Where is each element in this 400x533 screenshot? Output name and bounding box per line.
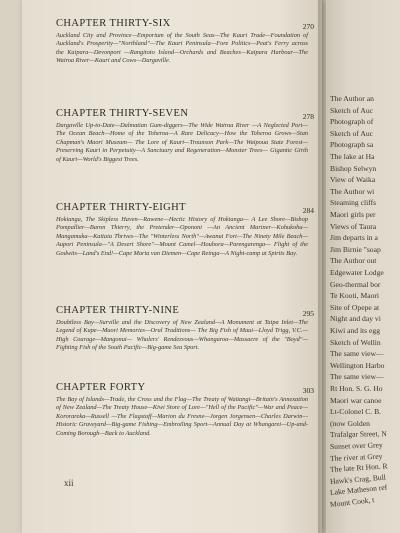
chapter-39 [56,305,314,353]
illustration-entry: Trafalgar Street, N [329,429,387,440]
chapter-header [56,305,314,319]
illustration-entry: Steaming cliffs [330,198,377,208]
illustration-entry: Mount Cook, t [329,495,375,509]
chapter-title: CHAPTER THIRTY-NINE [56,305,180,316]
illustration-entry: Bishop Selwyn [330,163,377,173]
illustration-entry: The river at Grey [329,451,383,463]
illustration-entry: Maori war canoe [330,395,382,405]
illustration-entry: Sketch of Wellin [330,337,381,347]
chapter-40 [56,382,314,438]
illustration-entry: Photograph sa [330,140,374,150]
page-folio: xii [64,478,74,488]
illustration-entry: Night and day vi [330,314,381,324]
illustration-entry: The Author wi [330,186,375,196]
illustration-entry: (now Golden [330,418,370,428]
chapter-page-number: 270 [302,22,314,31]
chapter-header [56,202,314,216]
chapter-38 [56,202,314,258]
illustration-entry: The Author an [330,94,374,103]
chapter-page-number: 284 [302,206,314,215]
chapter-synopsis: Auckland City and Province—Emporium of the South Seas—The Kauri Trade—Foundation of Auckland's Prosperity—"Northland"—The Kauri Peninsula—Fore Politics—Peat's Ferry across the Kaipara—Devonport —Rangitoto Island—Orchards and Beaches—Kaipara Harbour—The Wairoa River—Kauri and Cows—Dargaville. [56,32,308,65]
chapter-36 [56,18,314,66]
chapter-page-number: 278 [302,112,314,121]
illustration-entry: View of Waika [330,175,376,185]
illustration-entry: Maori girls per [330,210,376,219]
chapter-header [56,108,314,122]
illustration-entry: Lt-Colonel C. B. [330,407,382,417]
illustration-entry: Geo-thermal bor [330,279,381,289]
illustration-entry: Lake Matheson ref [329,483,388,498]
illustration-entry: Sketch of Auc [330,105,374,115]
illustration-entry: Edgewater Lodge [330,268,384,277]
illustration-entry: Te Kooti, Maori [330,291,380,301]
illustration-entry: The same view— [330,372,384,382]
chapter-synopsis: Dargaville Up-to-Date—Dalmatian Gum-diggers—The Wide Wairoa River —A Neglected Port—The Ocean Beach—Home of the Toheroa—A Rare Delicacy—How the Toheroa Grows—Stan Chapman's Maori Museum— The Lore of Kauri—Trounson Park—The Waipoua State Forest—Preserving Kauri in Perpetuity—A Sanctuary and Regeneration—Monster Trees— Gigantic Girth of Kauri—World's Biggest Trees. [56,122,308,163]
chapter-page-number: 303 [302,386,314,395]
chapter-header [56,382,314,396]
illustration-entry: Sunset over Grey [329,440,383,451]
chapter-synopsis: The Bay of Islands—Trade, the Cross and the Flag—The Treaty of Waitangi—Britain's Annexation of New Zealand—The Treaty House—Kiwi Store of Lore—"Hell of the Pacific"—War and Peace—Kororareka—Russell —The Flagstaff—Marion du Fresne—Jorgen Jorgensen—Charles Darwin— Historic Graveyard—Big-game Fishing—Embroiling Sport—Annual Day at Whangarei—Up-and-Coming Borough—Back to Auckland. [56,396,308,437]
chapter-header [56,18,314,32]
chapter-title: CHAPTER THIRTY-SIX [56,18,171,29]
chapter-title: CHAPTER THIRTY-EIGHT [56,202,186,213]
illustration-entry: Kiwi and its egg [330,326,380,335]
chapter-synopsis: Doubtless Bay—Surville and the Discovery of New Zealand—A Monument at Taipa Inlet—The Legend of Kupe—Maori Memories—Oral Traditions— The Big Fish of Maui—Lloyd Trigg, V.C.—High Courage—Mangonui— Whalers' Rendezvous—Whangaroa—Massacre of the "Boyd"—Fighting Fish of the South Pacific—Big-game Sea Sport. [56,319,308,352]
illustration-entry: The late Rt Hon. R [329,461,388,475]
illustration-entry: Views of Taura [330,221,377,231]
illustration-entry: Photograph of [330,117,374,127]
illustration-entry: Sketch of Auc [330,128,374,138]
chapter-title: CHAPTER THIRTY-SEVEN [56,108,189,119]
illustration-entry: The Author out [330,256,377,266]
illustration-entry: Site of Opepe at [330,302,380,312]
illustration-entry: Jim Birnie "soap [330,244,381,254]
illustration-entry: The same view— [330,349,384,359]
right-page-illustrations-list [326,0,400,533]
left-page [22,0,322,533]
chapter-37 [56,108,314,164]
illustration-entry: Wellington Harbo [330,360,385,370]
chapter-page-number: 295 [302,309,314,318]
illustration-entry: The lake at Ha [330,152,375,161]
illustration-entry: Jim departs in a [330,233,378,243]
illustration-entry: Rt Hon. S. G. Ho [330,384,383,393]
chapter-title: CHAPTER FORTY [56,382,146,393]
illustration-entry: Hawk's Crag, Bull [329,472,387,486]
chapter-synopsis: Hokianga, The Skipless Haven—Rawene—Hectic History of Hokianga— A Lee Shore—Bishop Pompallier—Baron Thierry, the Pretender—Opononi —An Ancient Mariner—Kohukohu—Mangamuka—Kaitaia Thrives—The "Winterless North"—Awanui Fort—The Ninety Mile Beach—Aupori Peninsula—"A Desert Shore"—Mount Camel—Houhora—Parengarenga— Flight of the Godwits—Land's End!—Cape Maria van Diemen—Cape Reinga—A Night-camp at Spirits Bay. [56,216,308,257]
